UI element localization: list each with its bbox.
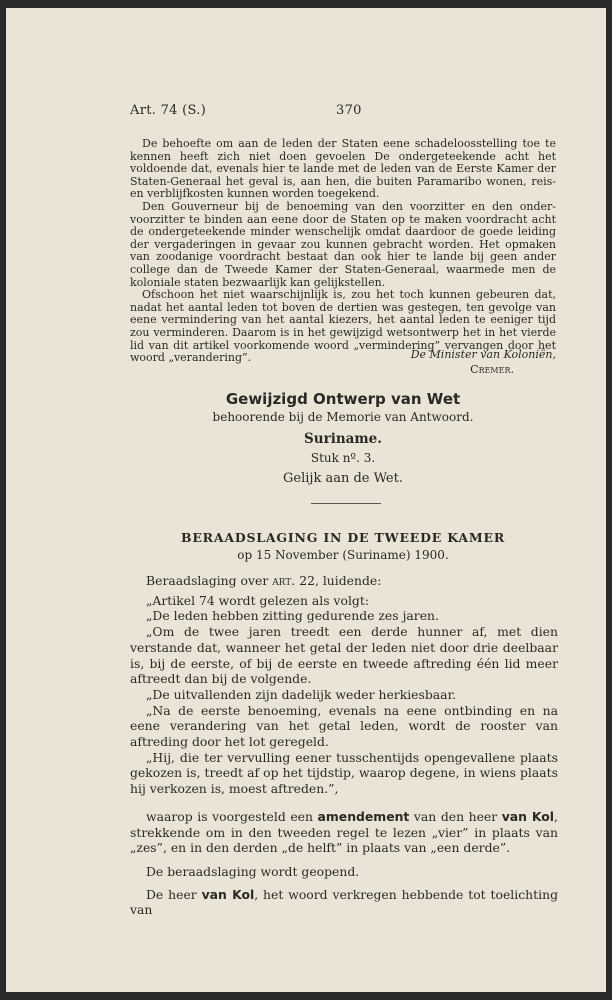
- paragraph: „Om de twee jaren treedt een derde hunner af, met dien verstande dat, wanneer het getal der leden niet door drie deelbaar is, bij de eerste, of bij de eerste en tweede aftreding één lid meer aftreedt dan bij de volgende.: [130, 624, 558, 687]
- region-heading: Suriname.: [304, 431, 382, 447]
- paragraph: Ofschoon het niet waarschijnlijk is, zou het toch kunnen gebeuren dat, nadat het aantal leden tot boven de dertien was gestegen, ten gevolge van eene vermindering van het aantal kiezers, het aantal leden te eeniger tijd zou verminderen. Daarom is in het gewijzigd wetsontwerp het in het vierde lid van dit artikel voorkomende woord „vermindering” vervangen door het woord „verandering”.: [130, 288, 556, 365]
- paragraph: „Artikel 74 wordt gelezen als volgt:: [146, 592, 370, 608]
- debate-text: [130, 573, 558, 918]
- article-reference: Art. 74 (S.): [130, 103, 207, 118]
- paragraph: waarop is voorgesteld een amendement van den heer van Kol, strekkende om in den tweeden regel te lezen „vier” in plaats van „zes”, en in den derden „de helft” in plaats van „een derde”.: [130, 808, 558, 856]
- amendement-term: amendement: [317, 808, 410, 824]
- section-note: Gelijk aan de Wet.: [283, 471, 403, 486]
- section-subtitle: behoorende bij de Memorie van Antwoord.: [212, 410, 474, 424]
- speaker-name: van Kol: [201, 886, 255, 902]
- paragraph: Beraadslaging over art. 22, luidende:: [146, 573, 382, 588]
- document-page: [6, 8, 606, 992]
- divider: [311, 503, 381, 504]
- signature-name: Cremer.: [470, 363, 514, 376]
- paragraph: „Na de eerste benoeming, evenals na eene ontbinding en na eene verandering van het getal leden, wordt de rooster van aftreding door het lot geregeld.: [130, 702, 558, 750]
- memorie-text: [130, 138, 556, 365]
- signature-block: [130, 347, 556, 377]
- debate-date: op 15 November (Suriname) 1900.: [237, 548, 449, 562]
- paragraph: „Hij, die ter vervulling eener tusschentijds opengevallene plaats gekozen is, treedt af op het tijdstip, waarop degene, in wiens plaats hij verkozen is, moest aftreden.”,: [130, 749, 558, 797]
- page-number: 370: [336, 103, 362, 118]
- paragraph: „De leden hebben zitting gedurende zes jaren.: [146, 608, 439, 624]
- signature-role: De Minister van Koloniën,: [410, 348, 556, 361]
- paragraph: De behoefte om aan de leden der Staten eene schadeloosstelling toe te kennen heeft zich niet doen gevoelen De ondergeteekende acht het voldoende dat, evenals hier te lande met de leden van de Eerste Kamer der Staten-Generaal het geval is, aan hen, die buiten Paramaribo wonen, reis- en verblijfkosten kunnen worden toegekend.: [130, 137, 556, 201]
- section-title: Gewijzigd Ontwerp van Wet: [225, 390, 461, 408]
- paragraph: „De uitvallenden zijn dadelijk weder herkiesbaar.: [146, 686, 457, 702]
- paragraph: De beraadslaging wordt geopend.: [146, 863, 360, 879]
- paragraph: De heer van Kol, het woord verkregen hebbende tot toelichting van: [130, 886, 559, 918]
- document-number: Stuk nº. 3.: [310, 451, 376, 465]
- paragraph: Den Gouverneur bij de benoeming van den voorzitter en den onder-voorzitter te binden aan eene door de Staten op te maken voordracht acht de ondergeteekende minder wenschelijk omdat daardoor de goede leiding der vergaderingen in gevaar zou kunnen gebracht worden. Het opmaken van zoodanige voordracht bestaat dan ook hier te lande bij geen ander college dan de Tweede Kamer der Staten-Generaal, waarmede men de koloniale staten bezwaarlijk kan gelijkstellen.: [130, 199, 556, 289]
- speaker-name: van Kol: [501, 808, 555, 824]
- art-abbrev: art.: [272, 573, 296, 588]
- debate-heading: BERAADSLAGING IN DE TWEEDE KAMER: [180, 530, 506, 545]
